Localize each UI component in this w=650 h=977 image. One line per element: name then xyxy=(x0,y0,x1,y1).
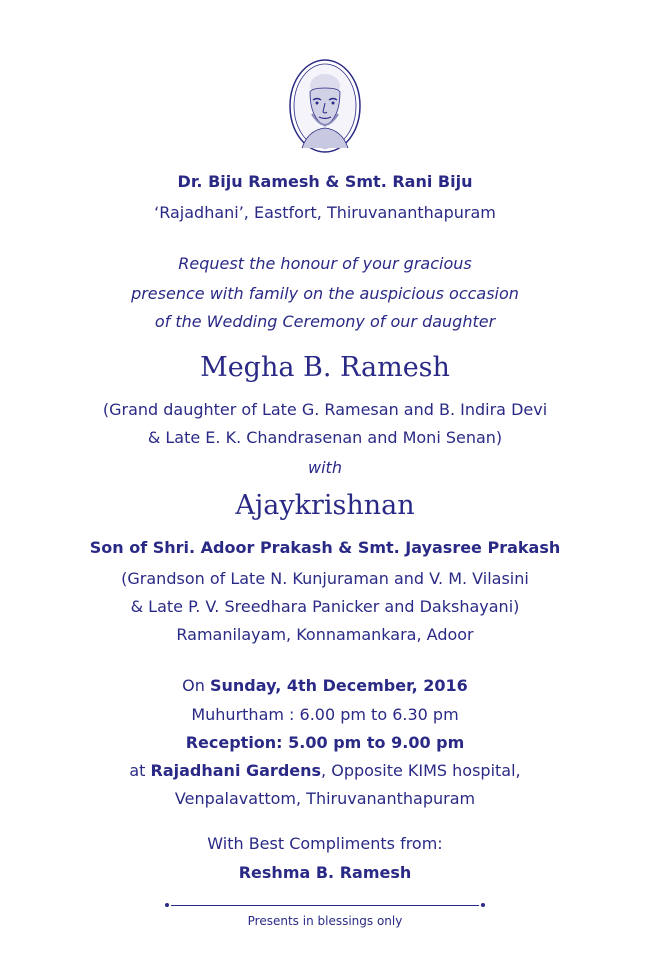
divider-rule xyxy=(171,905,479,906)
request-line-3: of the Wedding Ceremony of our daughter xyxy=(154,312,496,331)
request-line-2: presence with family on the auspicious occasion xyxy=(131,284,519,303)
footer-note: Presents in blessings only xyxy=(247,914,403,928)
compliments-label: With Best Compliments from: xyxy=(207,834,443,853)
portrait-medallion xyxy=(288,58,362,154)
venue-prefix: at xyxy=(129,761,151,780)
venue-name: Rajadhani Gardens xyxy=(150,761,322,780)
groom-lineage-1: (Grandson of Late N. Kunjuraman and V. M. Vilasini xyxy=(121,569,529,588)
venue-line xyxy=(0,761,650,780)
bride-lineage-1: (Grand daughter of Late G. Ramesan and B. Indira Devi xyxy=(102,400,548,419)
with-label: with xyxy=(308,458,342,477)
bride-lineage-2: & Late E. K. Chandrasenan and Moni Senan) xyxy=(147,428,503,447)
divider-dot-left xyxy=(165,903,169,907)
muhurtham-time: Muhurtham : 6.00 pm to 6.30 pm xyxy=(191,705,459,724)
event-date-line xyxy=(0,676,650,695)
bride-name: Megha B. Ramesh xyxy=(200,352,450,383)
request-line-1: Request the honour of your gracious xyxy=(178,254,472,273)
compliments-name: Reshma B. Ramesh xyxy=(238,863,412,882)
reception-time: Reception: 5.00 pm to 9.00 pm xyxy=(185,733,465,752)
portrait-image xyxy=(288,58,362,154)
divider-dot-right xyxy=(481,903,485,907)
event-date-prefix: On xyxy=(182,676,210,695)
venue-city: Venpalavattom, Thiruvananthapuram xyxy=(174,789,476,808)
groom-address: Ramanilayam, Konnamankara, Adoor xyxy=(176,625,474,644)
ornamental-divider xyxy=(165,902,485,910)
groom-lineage-2: & Late P. V. Sreedhara Panicker and Dakshayani) xyxy=(130,597,520,616)
event-date: Sunday, 4th December, 2016 xyxy=(210,676,468,695)
venue-rest: , Opposite KIMS hospital, xyxy=(321,761,521,780)
groom-parents: Son of Shri. Adoor Prakash & Smt. Jayasree Prakash xyxy=(89,538,561,557)
groom-name: Ajaykrishnan xyxy=(235,490,415,521)
hosts-names: Dr. Biju Ramesh & Smt. Rani Biju xyxy=(177,172,473,191)
hosts-address: ‘Rajadhani’, Eastfort, Thiruvananthapuram xyxy=(154,203,496,222)
